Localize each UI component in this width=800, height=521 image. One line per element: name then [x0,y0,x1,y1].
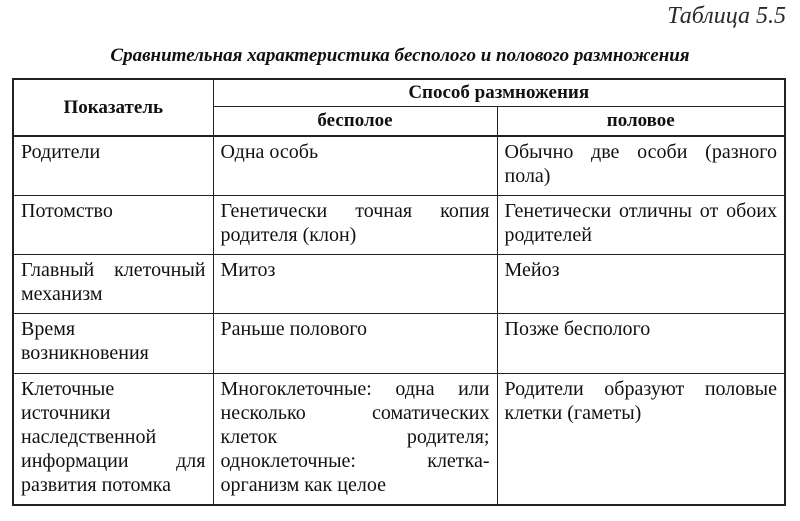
header-row-top [13,79,785,107]
table-number-label: Таблица 5.5 [667,3,786,29]
table-row-cell-mechanism [13,254,785,313]
header-indicator: Показатель [13,79,213,136]
table-row-offspring [13,195,785,254]
cell-indicator: Главный клеточный механизм [13,254,213,313]
header-sexual: половое [497,107,785,137]
cell-sexual: Мейоз [497,254,785,313]
cell-sexual: Родители образуют половые клетки (гаметы) [497,373,785,505]
cell-indicator: Потомство [13,195,213,254]
cell-indicator: Клеточные источники наследственной информации для развития потомка [13,373,213,505]
cell-indicator: Время возникновения [13,313,213,373]
cell-indicator: Родители [13,136,213,195]
cell-asexual: Раньше полового [213,313,497,373]
cell-asexual: Одна особь [213,136,497,195]
table-title: Сравнительная характеристика бесполого и полового размножения [110,45,690,66]
header-reproduction-method: Способ размножения [213,79,785,107]
cell-asexual: Митоз [213,254,497,313]
cell-asexual: Многоклеточные: одна или несколько соматических клеток родителя; одноклеточные: клетка-организм как целое [213,373,497,505]
table-row-parents [13,136,785,195]
table-row-hereditary-sources [13,373,785,505]
cell-sexual: Обычно две особи (разного пола) [497,136,785,195]
comparison-table [12,78,786,506]
cell-sexual: Генетически отличны от обоих родителей [497,195,785,254]
cell-sexual: Позже бесполого [497,313,785,373]
cell-asexual: Генетически точная копия родителя (клон) [213,195,497,254]
table-row-origin-time [13,313,785,373]
header-asexual: бесполое [213,107,497,137]
